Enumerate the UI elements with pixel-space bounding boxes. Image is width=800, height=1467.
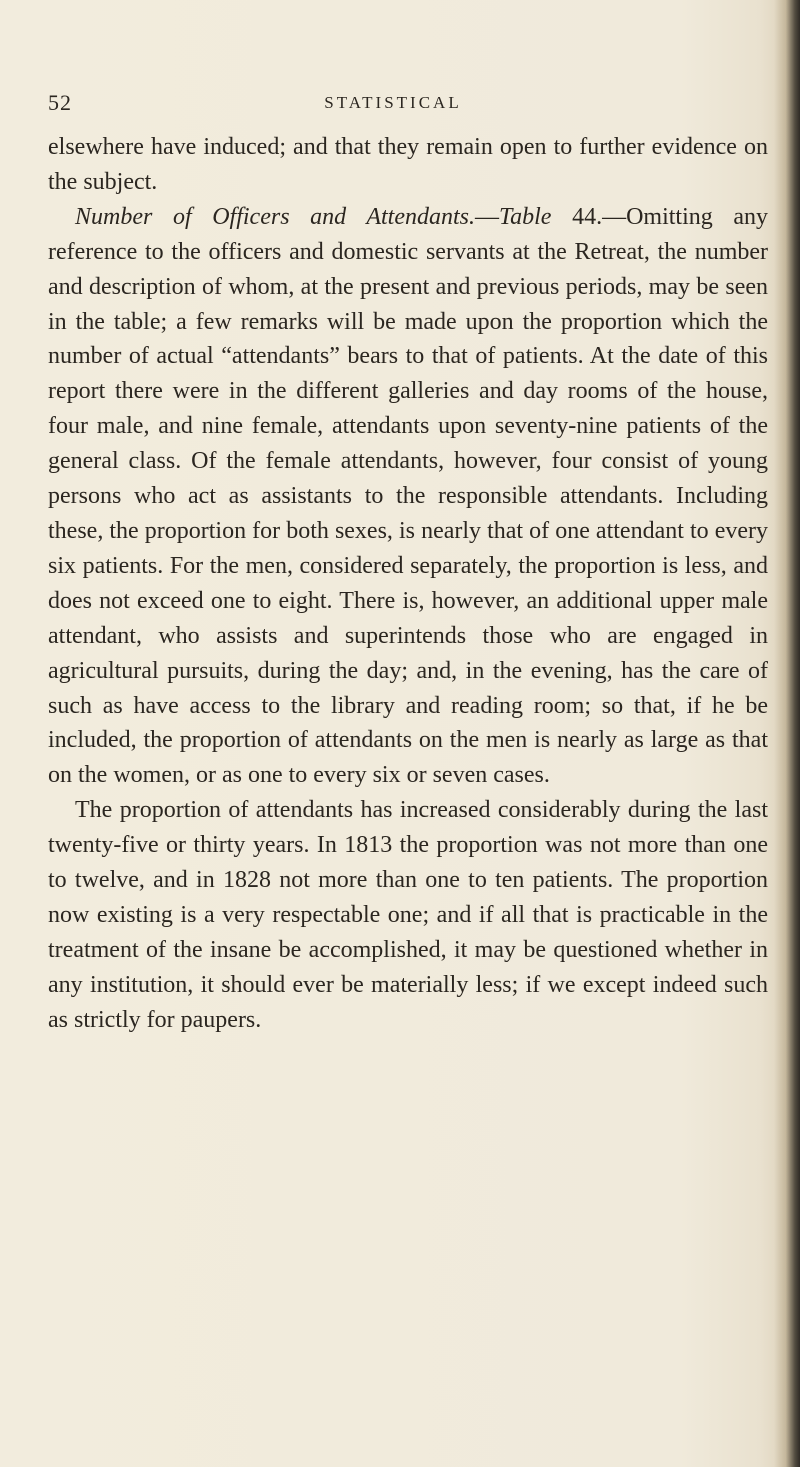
- paragraph-continuation: elsewhere have induced; and that they remain open to further evidence on the subject.: [48, 134, 768, 195]
- table-reference: Table: [498, 203, 552, 230]
- page-binding-edge: [774, 0, 800, 1467]
- body-text: [48, 130, 768, 1038]
- heading-dash: —: [474, 203, 499, 230]
- running-head: [48, 90, 738, 120]
- paragraph-body: 44.—Omitting any reference to the officers and domestic servants at the Retreat, the number and description of whom, at the present and previous periods, may be seen in the table; a few remarks will be made upon the proportion which the number of actual “attendants” bears to that of patients. At the date of this report there were in the different galleries and day rooms of the house, four male, and nine female, attendants upon seventy-nine patients of the general class. Of the female attendants, however, four consist of young persons who act as assistants to the responsible attendants. Including these, the proportion for both sexes, is nearly that of one attendant to every six patients. For the men, considered separately, the proportion is less, and does not exceed one to eight. There is, however, an additional upper male attendant, who assists and superintends those who are engaged in agricultural pursuits, during the day; and, in the evening, has the care of such as have access to the library and reading room; so that, if he be included, the proportion of attendants on the men is nearly as large as that on the women, or as one to every six or seven cases.: [48, 203, 768, 789]
- section-heading: Number of Officers and Attendants.: [75, 203, 475, 230]
- page-number: 52: [48, 90, 72, 115]
- running-head-title: STATISTICAL: [324, 93, 462, 112]
- paragraph-officers-attendants: [48, 200, 768, 793]
- paragraph-proportion: The proportion of attendants has increased considerably during the last twenty-five or thirty years. In 1813 the proportion was not more than one to twelve, and in 1828 not more than one to ten patients. The proportion now existing is a very respectable one; and if all that is practicable in the treatment of the insane be accomplished, it may be questioned whether in any institution, it should ever be materially less; if we except indeed such as strictly for paupers.: [48, 797, 768, 1033]
